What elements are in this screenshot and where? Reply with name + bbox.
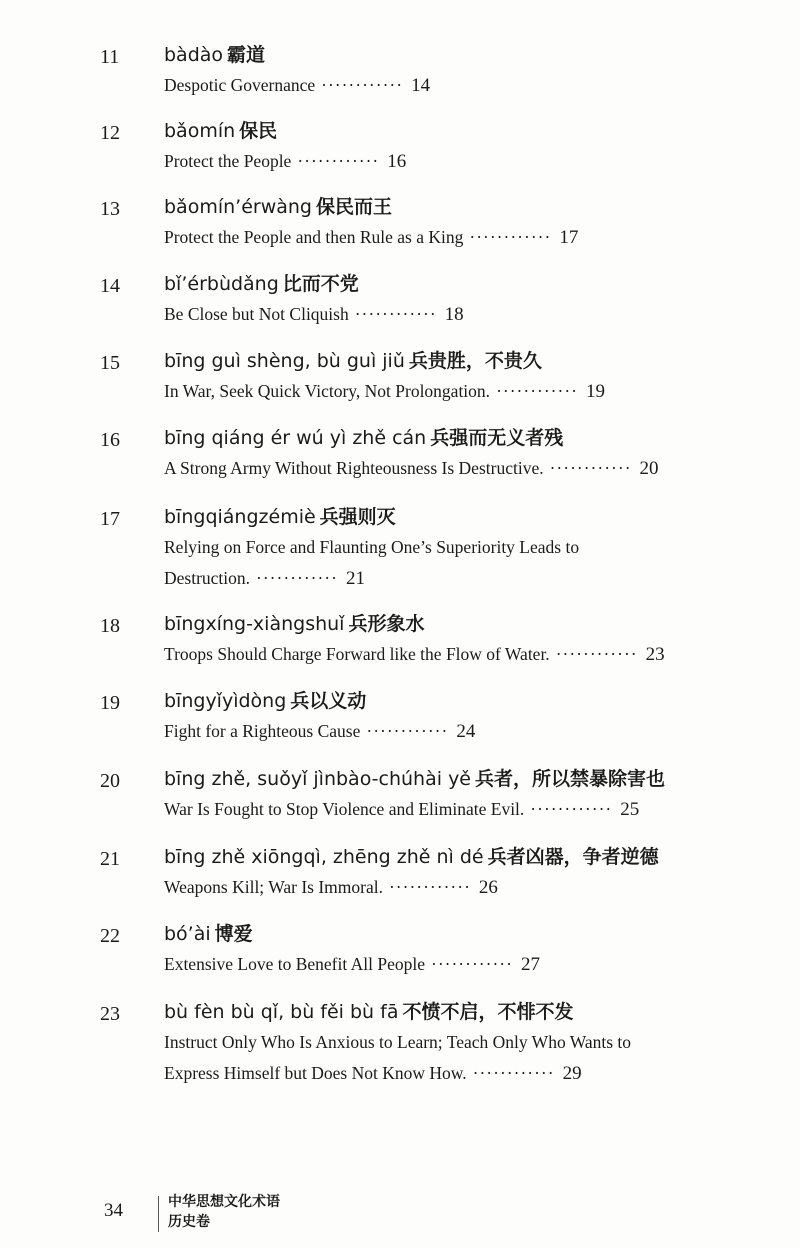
dot-leader: ············ bbox=[530, 799, 613, 819]
entry-chinese: 保民 bbox=[239, 120, 278, 142]
entry-english-line: Protect the People and then Rule as a King bbox=[164, 227, 464, 247]
entry-heading bbox=[164, 686, 366, 713]
dot-leader: ············ bbox=[256, 568, 338, 588]
entry-page-number: 21 bbox=[345, 568, 365, 589]
dot-leader: ············ bbox=[496, 381, 578, 401]
entry-english-line: In War, Seek Quick Victory, Not Prolongation. bbox=[164, 381, 491, 401]
entry-number: 19 bbox=[100, 692, 120, 714]
entry-pinyin: bù fèn bù qǐ, bù fěi bù fā bbox=[164, 1001, 399, 1023]
entry-heading bbox=[164, 764, 665, 791]
entry-english-line: Protect the People bbox=[164, 151, 292, 171]
entry-number: 18 bbox=[100, 615, 120, 637]
entry-chinese: 兵形象水 bbox=[348, 613, 425, 635]
entry-pinyin: bīng zhě xiōngqì, zhēng zhě nì dé bbox=[164, 846, 484, 868]
entry-pinyin: bǎomín bbox=[164, 120, 236, 142]
entry-chinese: 比而不党 bbox=[282, 273, 359, 295]
entry-number: 20 bbox=[100, 770, 120, 792]
entry-english bbox=[164, 794, 744, 825]
entry-chinese: 不愤不启，不悱不发 bbox=[402, 1001, 574, 1023]
entry-english-line: Despotic Governance bbox=[164, 75, 316, 95]
footer-series-line: 中华思想文化术语 bbox=[168, 1194, 280, 1210]
dot-leader: ············ bbox=[549, 458, 632, 478]
entry-page-number: 20 bbox=[639, 458, 659, 479]
entry-english bbox=[164, 639, 744, 670]
entry-heading bbox=[164, 40, 265, 67]
entry-english bbox=[164, 70, 744, 101]
entry-english-line: Express Himself but Does Not Know How. bbox=[164, 1063, 467, 1083]
entry-page-number: 27 bbox=[520, 954, 540, 975]
entry-english-line: Extensive Love to Benefit All People bbox=[164, 954, 425, 974]
entry-english-line: Fight for a Righteous Cause bbox=[164, 721, 361, 741]
footer-divider bbox=[158, 1196, 159, 1232]
entry-english bbox=[164, 716, 744, 747]
footer-series-line: 历史卷 bbox=[168, 1214, 210, 1230]
dot-leader: ············ bbox=[321, 75, 404, 95]
footer-series-title bbox=[168, 1192, 280, 1232]
entry-number: 13 bbox=[100, 198, 120, 220]
entry-pinyin: bǐ’érbùdǎng bbox=[164, 273, 279, 295]
entry-heading bbox=[164, 842, 659, 869]
entry-english bbox=[164, 299, 744, 330]
dot-leader: ············ bbox=[469, 227, 552, 247]
entry-page-number: 19 bbox=[586, 381, 605, 402]
entry-english-line: Troops Should Charge Forward like the Flow of Water. bbox=[164, 644, 550, 664]
entry-english-line: War Is Fought to Stop Violence and Eliminate Evil. bbox=[164, 799, 525, 819]
entry-pinyin: bīngyǐyìdòng bbox=[164, 690, 287, 712]
entry-heading bbox=[164, 502, 396, 529]
entry-chinese: 保民而王 bbox=[315, 196, 392, 218]
entry-english bbox=[164, 949, 744, 980]
entry-english bbox=[164, 872, 744, 903]
entry-heading bbox=[164, 919, 253, 946]
dot-leader: ············ bbox=[431, 954, 513, 974]
entry-heading bbox=[164, 269, 359, 296]
entry-page-number: 25 bbox=[620, 799, 640, 820]
entry-page-number: 16 bbox=[387, 151, 407, 172]
entry-english-line: Be Close but Not Cliquish bbox=[164, 304, 349, 324]
entry-page-number: 26 bbox=[478, 877, 498, 898]
entry-chinese: 兵者凶器，争者逆德 bbox=[487, 846, 659, 868]
entry-number: 22 bbox=[100, 925, 120, 947]
entry-number: 16 bbox=[100, 429, 120, 451]
entry-english bbox=[164, 222, 744, 253]
entry-chinese: 兵强而无义者残 bbox=[430, 427, 564, 449]
entry-english-line: A Strong Army Without Righteousness Is Destructive. bbox=[164, 458, 544, 478]
entry-english-line: Weapons Kill; War Is Immoral. bbox=[164, 877, 383, 897]
entry-chinese: 霸道 bbox=[227, 44, 266, 66]
entry-english-line: Destruction. bbox=[164, 568, 251, 588]
dot-leader: ············ bbox=[388, 877, 471, 897]
entry-number: 23 bbox=[100, 1003, 120, 1025]
entry-pinyin: bīng qiáng ér wú yì zhě cán bbox=[164, 427, 427, 449]
entry-heading bbox=[164, 609, 424, 636]
entry-pinyin: bīngxíng-xiàngshuǐ bbox=[164, 613, 345, 635]
entry-number: 15 bbox=[100, 352, 120, 374]
entry-page-number: 29 bbox=[562, 1063, 582, 1084]
dot-leader: ············ bbox=[472, 1063, 555, 1083]
entry-pinyin: bó’ài bbox=[164, 923, 211, 945]
footer-page-number: 34 bbox=[104, 1200, 123, 1221]
entry-english bbox=[164, 453, 744, 484]
dot-leader: ············ bbox=[366, 721, 449, 741]
dot-leader: ············ bbox=[297, 151, 380, 171]
entry-number: 11 bbox=[100, 46, 120, 68]
entry-page-number: 18 bbox=[444, 304, 464, 325]
entry-pinyin: bīng zhě, suǒyǐ jìnbào-chúhài yě bbox=[164, 768, 471, 790]
entry-page-number: 17 bbox=[559, 227, 579, 248]
dot-leader: ············ bbox=[354, 304, 437, 324]
entry-english-line: Instruct Only Who Is Anxious to Learn; Teach Only Who Wants to bbox=[164, 1032, 632, 1052]
entry-number: 17 bbox=[100, 508, 120, 530]
entry-chinese: 兵以义动 bbox=[290, 690, 367, 712]
entry-english bbox=[164, 1027, 744, 1089]
entry-number: 12 bbox=[100, 122, 120, 144]
entry-page-number: 23 bbox=[645, 644, 665, 665]
dot-leader: ············ bbox=[555, 644, 638, 664]
entry-heading bbox=[164, 346, 542, 373]
entry-chinese: 兵强则灭 bbox=[319, 506, 396, 528]
entry-pinyin: bǎomín’érwàng bbox=[164, 196, 312, 218]
entry-english bbox=[164, 376, 744, 407]
entry-chinese: 兵贵胜，不贵久 bbox=[408, 350, 542, 372]
entry-chinese: 博爱 bbox=[214, 923, 253, 945]
entry-pinyin: bīngqiángzémiè bbox=[164, 506, 316, 528]
entry-english bbox=[164, 146, 744, 177]
entry-heading bbox=[164, 423, 563, 450]
entry-heading bbox=[164, 192, 392, 219]
entry-english-line: Relying on Force and Flaunting One’s Superiority Leads to bbox=[164, 537, 580, 557]
entry-chinese: 兵者，所以禁暴除害也 bbox=[475, 768, 666, 790]
entry-page-number: 24 bbox=[456, 721, 476, 742]
entry-pinyin: bīng guì shèng, bù guì jiǔ bbox=[164, 350, 405, 372]
entry-heading bbox=[164, 997, 574, 1024]
entry-english bbox=[164, 532, 744, 594]
entry-number: 14 bbox=[100, 275, 120, 297]
entry-number: 21 bbox=[100, 848, 120, 870]
entry-page-number: 14 bbox=[411, 75, 431, 96]
entry-pinyin: bàdào bbox=[164, 44, 224, 66]
entry-heading bbox=[164, 116, 277, 143]
